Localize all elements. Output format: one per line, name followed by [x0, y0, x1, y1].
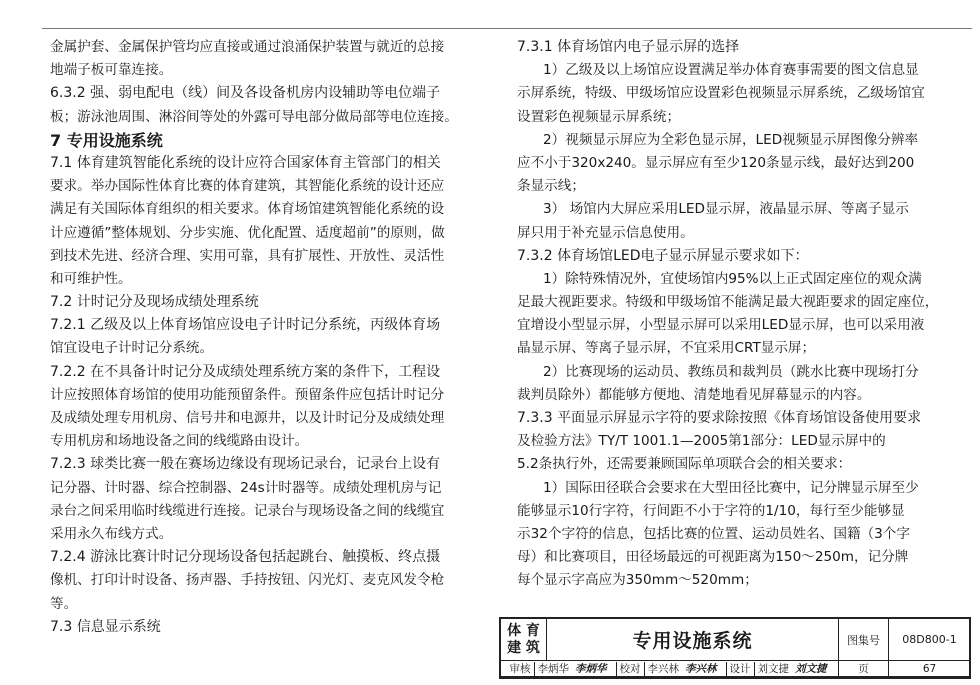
frame-top-border: [42, 28, 972, 29]
atlas-number: 08D800-1: [889, 619, 971, 661]
design-signature: 刘文捷: [795, 663, 827, 675]
text-line: 到技术先进、经济合理、实用可靠，具有扩展性、开放性、灵活性: [50, 247, 445, 264]
design-label: 设计: [729, 663, 751, 675]
text-line: 7.2.1 乙级及以上体育场馆应设电子计时记分系统，丙级体育场: [50, 317, 441, 334]
text-line: 2）视频显示屏应为全彩色显示屏，LED视频显示屏图像分辨率: [543, 131, 919, 148]
text-line: 计应遵循”整体规划、分步实施、优化配置、适度超前”的原则，做: [50, 224, 445, 241]
text-line: 3） 场馆内大屏应采用LED显示屏，液晶显示屏、等离子显示: [543, 201, 909, 218]
text-line: 示屏系统，特级、甲级场馆应设置彩色视频显示屏系统，乙级场馆宜: [517, 85, 925, 102]
category-line-2: 建 筑: [507, 639, 540, 656]
text-line: 能够显示10行字符，行间距不小于字符的1/10，每行至少能够显: [517, 502, 905, 519]
title-block: [499, 617, 971, 679]
text-line: 母）和比赛项目，田径场最远的可视距离为150～250m，记分牌: [517, 549, 909, 566]
text-line: 7.1 体育建筑智能化系统的设计应符合国家体育主管部门的相关: [50, 154, 441, 171]
drawing-title: 专用设施系统: [547, 619, 839, 661]
text-line: 6.3.2 强、弱电配电（线）间及各设备机房内设辅助等电位端子: [50, 85, 441, 102]
category-cell: [501, 619, 547, 661]
text-line: 宜增设小型显示屏，小型显示屏可以采用LED显示屏，也可以采用液: [517, 317, 925, 334]
text-line: 足最大视距要求。特级和甲级场馆不能满足最大视距要求的固定座位，: [517, 294, 939, 311]
text-line: 屏只用于补充显示信息使用。: [517, 224, 694, 241]
review-label: 审核: [509, 663, 531, 675]
text-line: 示32个字符的信息，包括比赛的位置、运动员姓名、国籍（3个字: [517, 525, 910, 542]
section-heading: 7 专用设施系统: [50, 130, 163, 150]
text-line: 1）除特殊情况外，宜使场馆内95%以上正式固定座位的观众满: [543, 270, 922, 287]
text-line: 条显示线；: [517, 178, 585, 195]
text-line: 每个显示字高应为350mm～520mm；: [517, 572, 758, 589]
text-line: 计应按照体育场馆的使用功能预留条件。预留条件应包括计时记分: [50, 386, 445, 403]
design-name: 刘文捷: [757, 663, 789, 675]
check-signature: 李兴林: [685, 663, 717, 675]
text-line: 7.3.2 体育场馆LED电子显示屏显示要求如下：: [517, 247, 809, 264]
left-text-column: [50, 36, 470, 639]
page-number: 67: [889, 661, 971, 677]
review-signature: 李炳华: [575, 663, 607, 675]
text-line: 晶显示屏、等离子显示屏，不宜采用CRT显示屏；: [517, 340, 816, 357]
text-line: 专用机房和场地设备之间的线缆路由设计。: [50, 433, 309, 450]
text-line: 7.2.4 游泳比赛计时记分现场设备包括起跳台、触摸板、终点摄: [50, 549, 441, 566]
text-line: 馆宜设电子计时记分系统。: [50, 340, 214, 357]
check-label: 校对: [619, 663, 641, 675]
text-line: 记分器、计时器、综合控制器、24s计时器等。成绩处理机房与记: [50, 479, 442, 496]
text-line: 5.2条执行外，还需要兼顾国际单项联合会的相关要求：: [517, 456, 852, 473]
text-line: 板；游泳池周围、淋浴间等处的外露可导电部分做局部等电位连接。: [50, 108, 458, 125]
text-line: 7.3.3 平面显示屏显示字符的要求除按照《体育场馆设备使用要求: [517, 410, 922, 426]
text-line: 地端子板可靠连接。: [50, 62, 173, 79]
text-line: 录台之间采用临时线缆进行连接。记录台与现场设备之间的线缆宜: [50, 502, 445, 519]
text-line: 及检验方法》TY/T 1001.1—2005第1部分：LED显示屏中的: [517, 433, 886, 450]
text-line: 7.2.2 在不具备计时记分及成绩处理系统方案的条件下，工程设: [50, 363, 441, 380]
text-line: 和可维护性。: [50, 270, 132, 287]
text-line: 7.3 信息显示系统: [50, 618, 161, 635]
right-text-column: [517, 36, 955, 593]
text-line: 采用永久布线方式。: [50, 525, 173, 542]
text-line: 1）乙级及以上场馆应设置满足举办体育赛事需要的图文信息显: [543, 62, 919, 79]
text-line: 1）国际田径联合会要求在大型田径比赛中，记分牌显示屏至少: [543, 479, 919, 496]
text-line: 7.2 计时记分及现场成绩处理系统: [50, 294, 259, 311]
text-line: 及成绩处理专用机房、信号井和电源井，以及计时记分及成绩处理: [50, 410, 445, 426]
check-name: 李兴林: [647, 663, 679, 675]
text-line: 像机、打印计时设备、扬声器、手持按钮、闪光灯、麦克风发令枪: [50, 572, 445, 589]
text-line: 裁判员除外）都能够方便地、清楚地看见屏幕显示的内容。: [517, 386, 871, 403]
review-name: 李炳华: [537, 663, 569, 675]
text-line: 2）比赛现场的运动员、教练员和裁判员（跳水比赛中现场打分: [543, 363, 919, 380]
atlas-number-label: 图集号: [839, 619, 889, 661]
text-line: 金属护套、金属保护管均应直接或通过浪涌保护装置与就近的总接: [50, 39, 445, 55]
page-label: 页: [839, 661, 889, 677]
text-line: 7.3.1 体育场馆内电子显示屏的选择: [517, 39, 740, 55]
text-line: 等。: [50, 595, 78, 612]
category-line-1: 体 育: [507, 622, 540, 639]
signature-row: [501, 661, 839, 677]
text-line: 设置彩色视频显示屏系统；: [517, 108, 681, 125]
text-line: 满足有关国际体育组织的相关要求。体育场馆建筑智能化系统的设: [50, 201, 445, 218]
text-line: 要求。举办国际性体育比赛的体育建筑，其智能化系统的设计还应: [50, 178, 445, 195]
text-line: 应不小于320x240。显示屏应有至少120条显示线，最好达到200: [517, 154, 915, 171]
text-line: 7.2.3 球类比赛一般在赛场边缘设有现场记录台，记录台上设有: [50, 456, 441, 473]
